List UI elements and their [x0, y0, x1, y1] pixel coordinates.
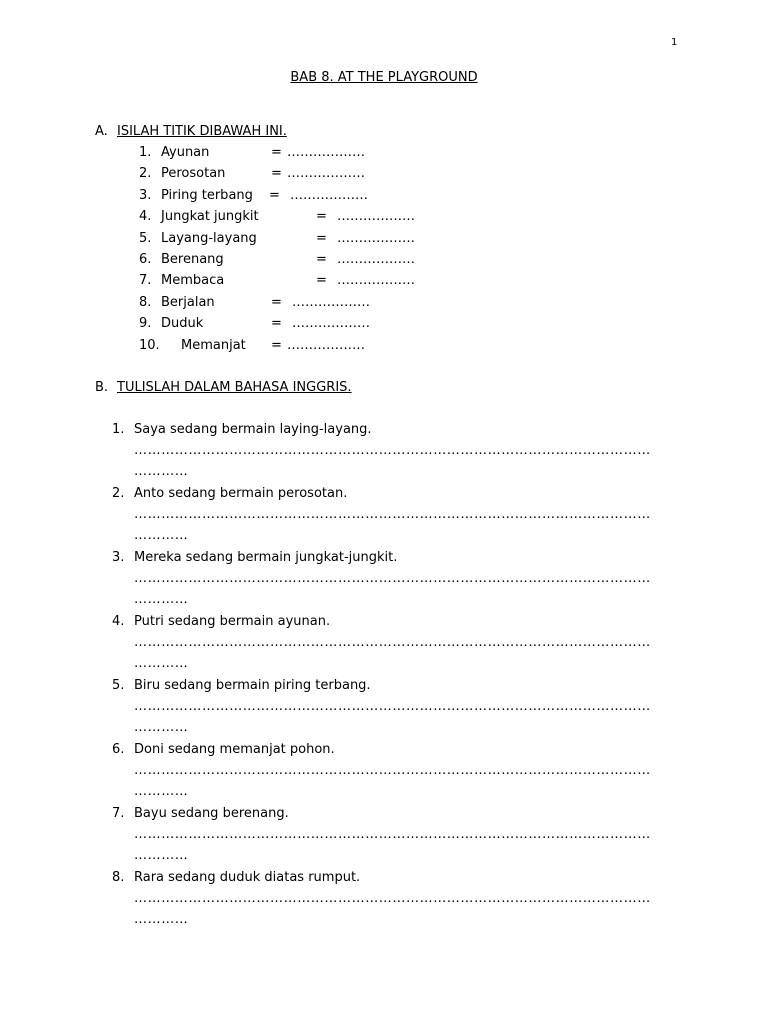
section-a-heading [95, 124, 287, 139]
equals-sign: = [316, 273, 327, 288]
section-b-heading [95, 380, 352, 395]
answer-blank: ……………… [287, 145, 365, 160]
question-sentence: Anto sedang bermain perosotan. [134, 486, 348, 501]
item-number: 3. [139, 188, 152, 203]
vocab-word: Jungkat jungkit [161, 209, 259, 224]
item-number: 7. [112, 806, 125, 821]
answer-line-end: ………… [134, 592, 189, 607]
question-sentence: Biru sedang bermain piring terbang. [134, 678, 371, 693]
item-number: 6. [139, 252, 152, 267]
section-letter: B. [95, 380, 109, 395]
item-number: 2. [112, 486, 125, 501]
item-number: 10. [139, 338, 160, 353]
item-number: 4. [112, 614, 125, 629]
page-number: 1 [671, 37, 678, 48]
equals-sign: = [271, 145, 282, 160]
question-sentence: Rara sedang duduk diatas rumput. [134, 870, 361, 885]
answer-line: …………………………………………………………………………………………………… [134, 827, 651, 842]
question-sentence: Saya sedang bermain laying-layang. [134, 422, 372, 437]
answer-line-end: ………… [134, 528, 189, 543]
answer-line: …………………………………………………………………………………………………… [134, 507, 651, 522]
answer-blank: ……………… [292, 295, 370, 310]
item-number: 3. [112, 550, 125, 565]
vocab-word: Memanjat [181, 338, 246, 353]
answer-line-end: ………… [134, 720, 189, 735]
equals-sign: = [269, 188, 280, 203]
section-heading-text: ISILAH TITIK DIBAWAH INI. [117, 124, 287, 139]
question-sentence: Mereka sedang bermain jungkat-jungkit. [134, 550, 398, 565]
item-number: 8. [112, 870, 125, 885]
equals-sign: = [271, 338, 282, 353]
answer-blank: ……………… [287, 166, 365, 181]
vocab-word: Duduk [161, 316, 204, 331]
vocab-word: Perosotan [161, 166, 226, 181]
answer-blank: ……………… [287, 338, 365, 353]
answer-line: …………………………………………………………………………………………………… [134, 443, 651, 458]
equals-sign: = [316, 252, 327, 267]
equals-sign: = [316, 209, 327, 224]
vocab-word: Berenang [161, 252, 224, 267]
item-number: 7. [139, 273, 152, 288]
answer-line-end: ………… [134, 464, 189, 479]
answer-blank: ……………… [337, 273, 415, 288]
item-number: 5. [139, 231, 152, 246]
item-number: 8. [139, 295, 152, 310]
vocab-word: Piring terbang [161, 188, 253, 203]
section-letter: A. [95, 124, 108, 139]
answer-line: …………………………………………………………………………………………………… [134, 699, 651, 714]
section-heading-text: TULISLAH DALAM BAHASA INGGRIS. [117, 380, 352, 395]
answer-blank: ……………… [290, 188, 368, 203]
item-number: 1. [112, 422, 125, 437]
answer-blank: ……………… [292, 316, 370, 331]
vocab-word: Membaca [161, 273, 225, 288]
question-sentence: Bayu sedang berenang. [134, 806, 289, 821]
question-sentence: Putri sedang bermain ayunan. [134, 614, 331, 629]
item-number: 6. [112, 742, 125, 757]
answer-blank: ……………… [337, 209, 415, 224]
answer-blank: ……………… [337, 252, 415, 267]
vocab-word: Layang-layang [161, 231, 257, 246]
answer-line: …………………………………………………………………………………………………… [134, 635, 651, 650]
vocab-word: Berjalan [161, 295, 215, 310]
answer-line-end: ………… [134, 848, 189, 863]
equals-sign: = [316, 231, 327, 246]
answer-line: …………………………………………………………………………………………………… [134, 763, 651, 778]
answer-line-end: ………… [134, 656, 189, 671]
answer-line: …………………………………………………………………………………………………… [134, 891, 651, 906]
question-sentence: Doni sedang memanjat pohon. [134, 742, 335, 757]
equals-sign: = [271, 295, 282, 310]
equals-sign: = [271, 316, 282, 331]
item-number: 2. [139, 166, 152, 181]
item-number: 9. [139, 316, 152, 331]
item-number: 1. [139, 145, 152, 160]
equals-sign: = [271, 166, 282, 181]
answer-blank: ……………… [337, 231, 415, 246]
item-number: 5. [112, 678, 125, 693]
answer-line-end: ………… [134, 912, 189, 927]
answer-line-end: ………… [134, 784, 189, 799]
item-number: 4. [139, 209, 152, 224]
page-title: BAB 8. AT THE PLAYGROUND [290, 70, 478, 85]
vocab-word: Ayunan [161, 145, 210, 160]
answer-line: …………………………………………………………………………………………………… [134, 571, 651, 586]
